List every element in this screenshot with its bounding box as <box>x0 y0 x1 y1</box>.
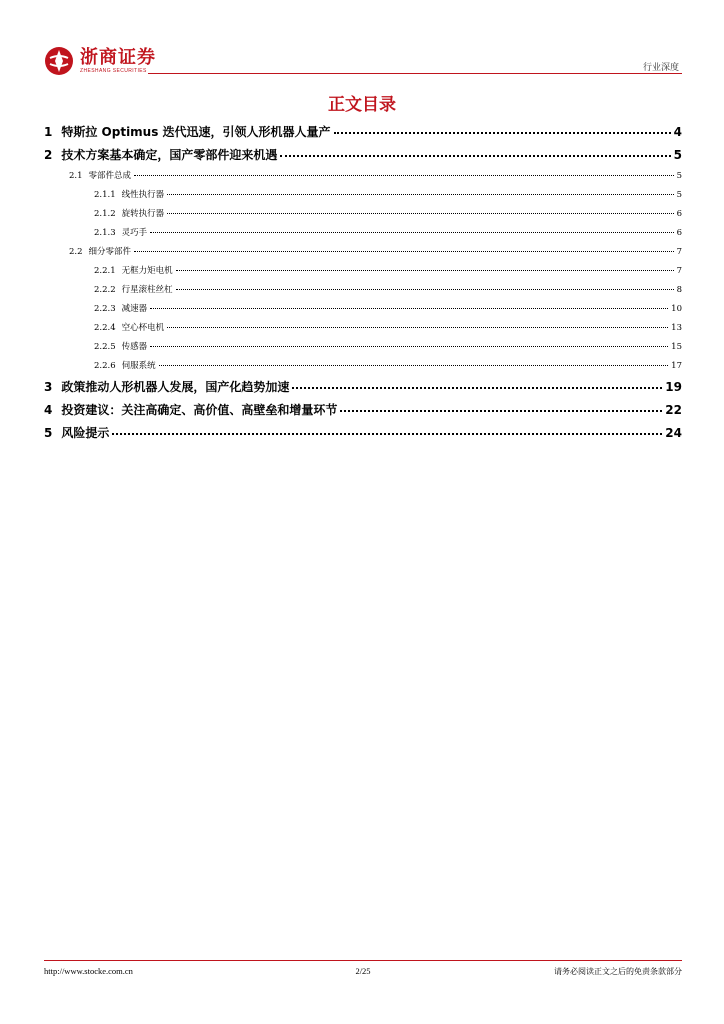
toc-entry-page: 19 <box>665 380 682 394</box>
toc-dot-leader <box>340 410 662 412</box>
toc-entry-page: 24 <box>665 426 682 440</box>
logo-chinese-name: 浙商证券 <box>80 46 156 68</box>
toc-entry[interactable] <box>44 283 682 302</box>
toc-entry-page: 22 <box>665 403 682 417</box>
page-footer <box>44 966 682 980</box>
toc-entry-number: 2 <box>44 148 53 162</box>
toc-entry-page: 6 <box>676 209 682 219</box>
toc-entry[interactable] <box>44 359 682 378</box>
toc-entry-page: 13 <box>671 323 682 333</box>
toc-entry-page: 5 <box>676 190 682 200</box>
toc-title: 正文目录 <box>328 95 396 115</box>
toc-entry-page: 4 <box>673 125 682 139</box>
toc-entry-number: 2.1.3 <box>94 228 116 238</box>
toc-entry-number: 2.2.4 <box>94 323 116 333</box>
toc-dot-leader <box>134 175 674 176</box>
toc-entry-title: 零部件总成 <box>88 171 132 181</box>
toc-entry-title: 技术方案基本确定，国产零部件迎来机遇 <box>61 148 278 162</box>
toc-entry-number: 2.1.1 <box>94 190 116 200</box>
toc-entry-title: 投资建议：关注高确定、高价值、高壁垒和增量环节 <box>61 403 338 417</box>
report-type-label: 行业深度 <box>642 63 679 73</box>
toc-entry-title: 伺服系统 <box>121 361 156 371</box>
logo-english-name: ZHESHANG SECURITIES <box>80 67 147 74</box>
toc-entry-title: 特斯拉 Optimus 迭代迅速，引领人形机器人量产 <box>61 125 331 139</box>
toc-entry-page: 5 <box>673 148 682 162</box>
toc-entry-title: 行星滚柱丝杠 <box>121 285 173 295</box>
toc-entry-number: 2.1 <box>69 171 83 181</box>
footer-website-link[interactable]: http://www.stocke.com.cn <box>44 966 133 976</box>
toc-entry[interactable] <box>44 424 682 447</box>
toc-dot-leader <box>176 270 674 271</box>
toc-dot-leader <box>134 251 674 252</box>
toc-entry[interactable] <box>44 401 682 424</box>
toc-dot-leader <box>334 132 671 134</box>
footer-divider <box>44 960 682 961</box>
toc-dot-leader <box>159 365 669 366</box>
toc-dot-leader <box>167 194 673 195</box>
toc-entry-number: 4 <box>44 403 53 417</box>
toc-dot-leader <box>167 327 668 328</box>
toc-entry-title: 空心杯电机 <box>121 323 165 333</box>
page-number: 2/25 <box>355 966 371 976</box>
toc-entry[interactable] <box>44 226 682 245</box>
toc-entry-number: 2.2.2 <box>94 285 116 295</box>
toc-entry-title: 线性执行器 <box>121 190 165 200</box>
toc-entry-title: 灵巧手 <box>121 228 148 238</box>
toc-entry-title: 政策推动人形机器人发展，国产化趋势加速 <box>61 380 290 394</box>
toc-entry-title: 风险提示 <box>61 426 110 440</box>
toc-entry[interactable] <box>44 378 682 401</box>
toc-entry[interactable] <box>44 188 682 207</box>
toc-entry[interactable] <box>44 245 682 264</box>
toc-entry-number: 5 <box>44 426 53 440</box>
toc-entry-page: 7 <box>676 247 682 257</box>
toc-entry[interactable] <box>44 207 682 226</box>
toc-entry-title: 减速器 <box>121 304 148 314</box>
toc-dot-leader <box>292 387 662 389</box>
disclaimer-notice: 请务必阅读正文之后的免责条款部分 <box>554 967 682 976</box>
toc-entry[interactable] <box>44 302 682 321</box>
toc-entry-number: 1 <box>44 125 53 139</box>
toc-dot-leader <box>167 213 673 214</box>
toc-entry-page: 15 <box>671 342 682 352</box>
zheshang-logo-icon <box>44 46 74 76</box>
toc-entry-title: 传感器 <box>121 342 148 352</box>
toc-entry-number: 2.2.6 <box>94 361 116 371</box>
toc-entry[interactable] <box>44 169 682 188</box>
toc-dot-leader <box>280 155 670 157</box>
toc-entry-number: 2.2.5 <box>94 342 116 352</box>
toc-entry-number: 2.2.3 <box>94 304 116 314</box>
table-of-contents <box>44 123 682 447</box>
toc-dot-leader <box>150 346 668 347</box>
toc-entry-page: 17 <box>671 361 682 371</box>
toc-entry-page: 5 <box>676 171 682 181</box>
toc-entry-page: 8 <box>676 285 682 295</box>
toc-dot-leader <box>150 232 673 233</box>
toc-dot-leader <box>150 308 668 309</box>
toc-entry-title: 旋转执行器 <box>121 209 165 219</box>
toc-entry-page: 10 <box>671 304 682 314</box>
toc-entry-title: 细分零部件 <box>88 247 132 257</box>
toc-entry[interactable] <box>44 123 682 146</box>
toc-dot-leader <box>176 289 674 290</box>
toc-dot-leader <box>112 433 662 435</box>
toc-entry-number: 2.2.1 <box>94 266 116 276</box>
toc-entry-page: 6 <box>676 228 682 238</box>
toc-entry[interactable] <box>44 340 682 359</box>
company-logo <box>44 46 156 76</box>
toc-entry-title: 无框力矩电机 <box>121 266 173 276</box>
toc-entry-page: 7 <box>676 266 682 276</box>
toc-entry[interactable] <box>44 264 682 283</box>
header-divider <box>148 73 682 74</box>
toc-entry-number: 2.1.2 <box>94 209 116 219</box>
toc-entry[interactable] <box>44 146 682 169</box>
page-header <box>0 0 724 80</box>
toc-entry-number: 3 <box>44 380 53 394</box>
toc-entry-number: 2.2 <box>69 247 83 257</box>
toc-entry[interactable] <box>44 321 682 340</box>
